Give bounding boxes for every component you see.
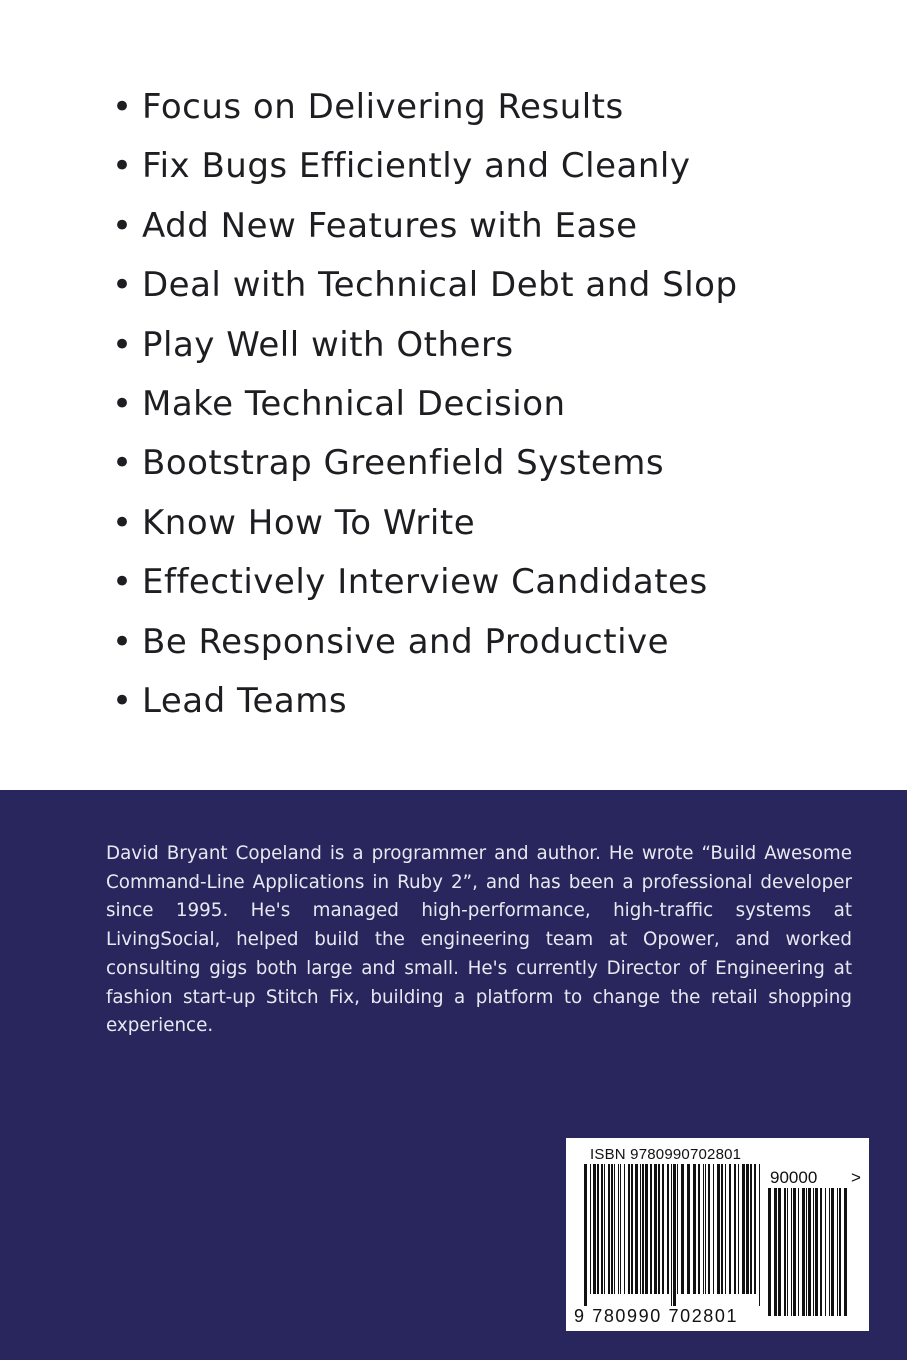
- barcode-bar: [798, 1188, 799, 1316]
- bullet-icon: •: [112, 383, 133, 424]
- barcode-bar: [778, 1188, 781, 1316]
- barcode-bar: [624, 1164, 625, 1294]
- barcode-label: [566, 1138, 869, 1331]
- barcode-bar: [717, 1164, 720, 1294]
- barcode-bar: [713, 1164, 714, 1294]
- feature-list: [112, 78, 738, 731]
- feature-text: Make Technical Decision: [142, 383, 566, 424]
- barcode-bar: [759, 1164, 760, 1306]
- barcode-bar: [667, 1164, 669, 1294]
- feature-item: [112, 434, 738, 493]
- barcode-bar: [839, 1188, 841, 1316]
- bullet-icon: •: [112, 205, 133, 246]
- barcode-bar: [604, 1164, 605, 1294]
- barcode-bar: [681, 1164, 684, 1294]
- barcode-bar: [813, 1188, 814, 1316]
- feature-text: Bootstrap Greenfield Systems: [142, 443, 665, 484]
- barcode-bar: [750, 1164, 752, 1294]
- bullet-icon: •: [112, 265, 133, 306]
- barcode-bar: [754, 1164, 756, 1294]
- barcode-bar: [671, 1164, 672, 1306]
- barcode-bar: [693, 1164, 696, 1294]
- author-bio: David Bryant Copeland is a programmer and author. He wrote “Build Awesome Command-Line Applications in Ruby 2”, and has been a professional developer since 1995. He's managed high-performance, high-traffic systems at LivingSocial, helped build the engineering team at Opower, and worked consulting gigs both large and small. He's currently Director of Engineering at fashion start-up Stitch Fix, building a platform to change the retail shopping experience.: [106, 843, 852, 1037]
- barcode-bar: [820, 1188, 822, 1316]
- barcode-bar: [631, 1164, 633, 1294]
- feature-text: Know How To Write: [142, 502, 476, 543]
- barcode-bar: [658, 1164, 660, 1294]
- bullet-icon: •: [112, 502, 133, 543]
- feature-item: [112, 494, 738, 553]
- addon-barcode-bars: [768, 1188, 848, 1318]
- barcode-bar: [677, 1164, 678, 1294]
- barcode-bar: [705, 1164, 706, 1294]
- feature-text: Fix Bugs Efficiently and Cleanly: [142, 146, 691, 187]
- barcode-bar: [725, 1164, 726, 1294]
- ean-barcode-bars: [584, 1164, 764, 1306]
- bullet-icon: •: [112, 562, 133, 603]
- barcode-bar: [837, 1188, 838, 1316]
- barcode-bar: [608, 1164, 610, 1294]
- barcode-bar: [673, 1164, 676, 1306]
- barcode-bar: [597, 1164, 599, 1294]
- barcode-bar: [645, 1164, 648, 1294]
- barcode-bar: [640, 1164, 641, 1294]
- barcode-bar: [791, 1188, 792, 1316]
- barcode-bar: [825, 1188, 826, 1316]
- barcode-bar: [654, 1164, 657, 1294]
- barcode-bar: [815, 1188, 818, 1316]
- barcode-bar: [662, 1164, 664, 1294]
- barcode-bar: [806, 1188, 807, 1316]
- barcode-bar: [703, 1164, 704, 1294]
- bullet-icon: •: [112, 146, 133, 187]
- barcode-bar: [650, 1164, 652, 1294]
- barcode-bar: [620, 1164, 621, 1294]
- barcode-bar: [729, 1164, 731, 1294]
- barcode-bar: [808, 1188, 811, 1316]
- feature-text: Add New Features with Ease: [142, 205, 638, 246]
- barcode-bar: [787, 1188, 788, 1316]
- feature-item: [112, 78, 738, 137]
- barcode-bar: [829, 1188, 830, 1316]
- barcode-bar: [590, 1164, 591, 1294]
- barcode-bar: [768, 1188, 771, 1316]
- feature-text: Lead Teams: [142, 680, 348, 721]
- barcode-bar: [746, 1164, 749, 1294]
- barcode-bar: [601, 1164, 603, 1294]
- feature-item: [112, 553, 738, 612]
- bullet-icon: •: [112, 443, 133, 484]
- feature-item: [112, 197, 738, 256]
- addon-code: 90000: [770, 1168, 818, 1187]
- feature-text: Deal with Technical Debt and Slop: [142, 265, 738, 306]
- feature-item: [112, 375, 738, 434]
- bullet-icon: •: [112, 621, 133, 662]
- barcode-bar: [734, 1164, 736, 1294]
- barcode-bar: [793, 1188, 796, 1316]
- addon-arrow-icon: >: [851, 1168, 861, 1187]
- feature-item: [112, 613, 738, 672]
- barcode-bar: [642, 1164, 644, 1294]
- isbn-number: ISBN 9780990702801: [590, 1146, 742, 1163]
- barcode-bar: [593, 1164, 596, 1294]
- feature-item: [112, 316, 738, 375]
- barcode-bar: [584, 1164, 587, 1306]
- barcode-bar: [844, 1188, 847, 1316]
- feature-item: [112, 137, 738, 196]
- barcode-bar: [831, 1188, 834, 1316]
- feature-text: Be Responsive and Productive: [142, 621, 670, 662]
- barcode-bar: [698, 1164, 700, 1294]
- feature-item: [112, 672, 738, 731]
- bullet-icon: •: [112, 87, 133, 127]
- barcode-bar: [687, 1164, 690, 1294]
- barcode-bar: [611, 1164, 613, 1294]
- feature-text: Focus on Delivering Results: [142, 87, 624, 127]
- barcode-bar: [618, 1164, 619, 1294]
- bullet-icon: •: [112, 324, 133, 365]
- bullet-icon: •: [112, 680, 133, 721]
- barcode-bar: [708, 1164, 710, 1294]
- barcode-bar: [628, 1164, 630, 1294]
- feature-text: Effectively Interview Candidates: [142, 562, 708, 603]
- barcode-bar: [784, 1188, 786, 1316]
- feature-item: [112, 256, 738, 315]
- ean-digits: 9 780990 702801: [574, 1306, 739, 1326]
- barcode-bar: [721, 1164, 723, 1294]
- barcode-bar: [635, 1164, 638, 1294]
- barcode-bar: [802, 1188, 805, 1316]
- barcode-bar: [774, 1188, 777, 1316]
- barcode-bar: [614, 1164, 615, 1294]
- barcode-bar: [738, 1164, 739, 1294]
- feature-text: Play Well with Others: [142, 324, 514, 365]
- barcode-bar: [742, 1164, 745, 1294]
